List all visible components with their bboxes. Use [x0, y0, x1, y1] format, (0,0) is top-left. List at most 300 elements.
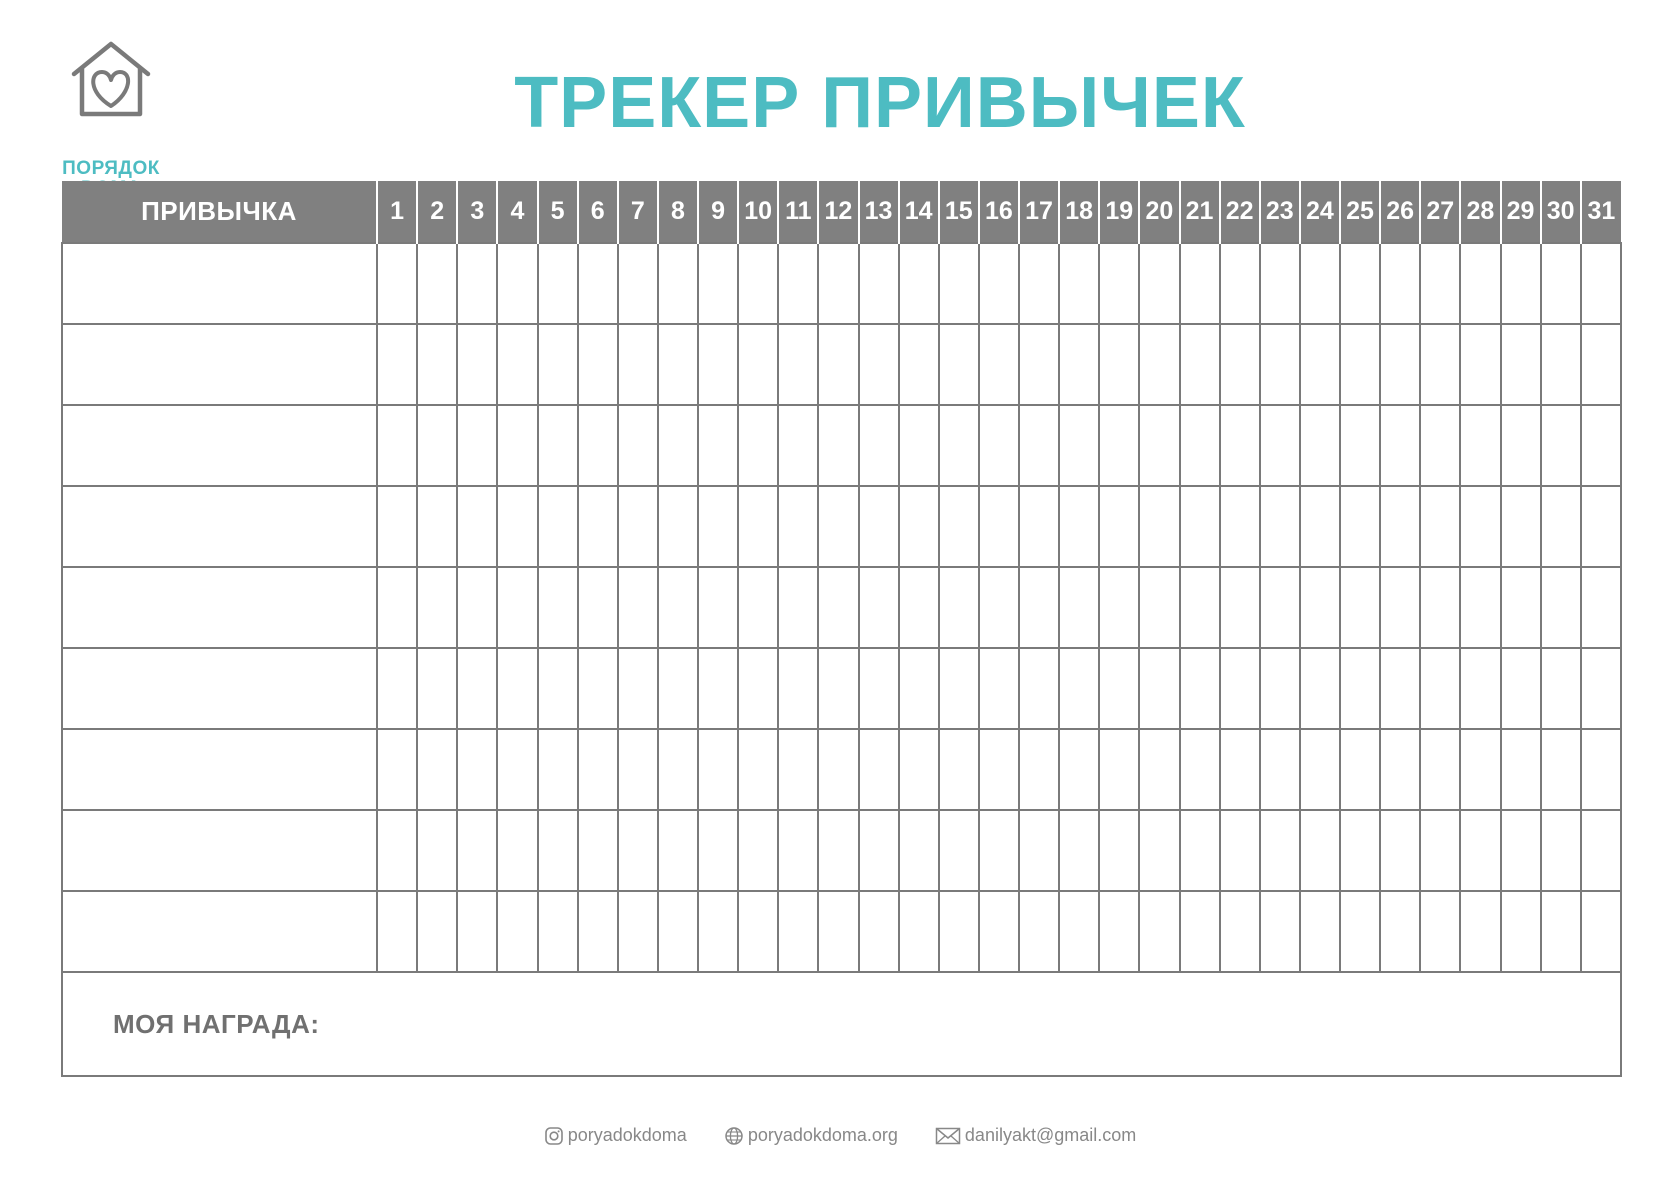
- day-check-cell[interactable]: [457, 567, 497, 648]
- table-row: [62, 405, 1621, 486]
- day-check-cell[interactable]: [1220, 405, 1260, 486]
- habit-tracker-table: [61, 181, 1622, 1077]
- day-check-cell[interactable]: [417, 648, 457, 729]
- day-check-cell[interactable]: [738, 405, 778, 486]
- day-check-cell[interactable]: [1099, 243, 1139, 324]
- day-check-cell[interactable]: [1099, 810, 1139, 891]
- habit-name-cell[interactable]: [62, 486, 377, 567]
- day-check-cell[interactable]: [1300, 324, 1340, 405]
- day-check-cell[interactable]: [1541, 405, 1581, 486]
- day-check-cell[interactable]: [939, 810, 979, 891]
- day-check-cell[interactable]: [899, 648, 939, 729]
- day-check-cell[interactable]: [778, 810, 818, 891]
- day-check-cell[interactable]: [738, 486, 778, 567]
- day-check-cell[interactable]: [1460, 324, 1500, 405]
- day-header-3: 3: [457, 181, 497, 243]
- day-check-cell[interactable]: [1220, 729, 1260, 810]
- day-check-cell[interactable]: [1460, 729, 1500, 810]
- day-check-cell[interactable]: [1501, 810, 1541, 891]
- day-check-cell[interactable]: [457, 648, 497, 729]
- day-check-cell[interactable]: [1180, 405, 1220, 486]
- day-check-cell[interactable]: [1019, 729, 1059, 810]
- day-check-cell[interactable]: [979, 810, 1019, 891]
- day-check-cell[interactable]: [457, 324, 497, 405]
- day-check-cell[interactable]: [1180, 324, 1220, 405]
- day-check-cell[interactable]: [538, 486, 578, 567]
- day-check-cell[interactable]: [698, 891, 738, 972]
- day-check-cell[interactable]: [1380, 648, 1420, 729]
- reward-cell[interactable]: [62, 972, 1621, 1076]
- day-check-cell[interactable]: [818, 648, 858, 729]
- day-check-cell[interactable]: [1420, 405, 1460, 486]
- day-check-cell[interactable]: [1019, 405, 1059, 486]
- day-check-cell[interactable]: [658, 648, 698, 729]
- day-check-cell[interactable]: [979, 486, 1019, 567]
- day-check-cell[interactable]: [457, 486, 497, 567]
- day-check-cell[interactable]: [738, 891, 778, 972]
- day-check-cell[interactable]: [1581, 567, 1621, 648]
- day-check-cell[interactable]: [1139, 810, 1179, 891]
- day-check-cell[interactable]: [1581, 405, 1621, 486]
- day-check-cell[interactable]: [417, 324, 457, 405]
- day-check-cell[interactable]: [497, 405, 537, 486]
- day-check-cell[interactable]: [1420, 648, 1460, 729]
- day-check-cell[interactable]: [417, 729, 457, 810]
- day-check-cell[interactable]: [1059, 405, 1099, 486]
- table-row: [62, 567, 1621, 648]
- day-check-cell[interactable]: [538, 567, 578, 648]
- day-check-cell[interactable]: [778, 405, 818, 486]
- day-check-cell[interactable]: [818, 243, 858, 324]
- day-check-cell[interactable]: [1380, 405, 1420, 486]
- day-check-cell[interactable]: [497, 891, 537, 972]
- day-check-cell[interactable]: [818, 729, 858, 810]
- day-check-cell[interactable]: [1541, 324, 1581, 405]
- day-check-cell[interactable]: [1139, 243, 1179, 324]
- day-check-cell[interactable]: [1380, 810, 1420, 891]
- day-check-cell[interactable]: [1420, 243, 1460, 324]
- day-check-cell[interactable]: [618, 324, 658, 405]
- day-check-cell[interactable]: [578, 324, 618, 405]
- day-check-cell[interactable]: [1059, 810, 1099, 891]
- day-check-cell[interactable]: [1541, 729, 1581, 810]
- day-check-cell[interactable]: [538, 324, 578, 405]
- day-check-cell[interactable]: [578, 405, 618, 486]
- day-check-cell[interactable]: [1581, 891, 1621, 972]
- table-row: [62, 729, 1621, 810]
- day-check-cell[interactable]: [859, 243, 899, 324]
- day-check-cell[interactable]: [1420, 324, 1460, 405]
- day-check-cell[interactable]: [578, 810, 618, 891]
- day-check-cell[interactable]: [1380, 567, 1420, 648]
- day-check-cell[interactable]: [457, 729, 497, 810]
- day-check-cell[interactable]: [1460, 486, 1500, 567]
- day-check-cell[interactable]: [1099, 405, 1139, 486]
- day-check-cell[interactable]: [1139, 567, 1179, 648]
- day-check-cell[interactable]: [497, 567, 537, 648]
- day-check-cell[interactable]: [1420, 729, 1460, 810]
- day-check-cell[interactable]: [1501, 405, 1541, 486]
- day-check-cell[interactable]: [1340, 324, 1380, 405]
- day-check-cell[interactable]: [417, 810, 457, 891]
- day-check-cell[interactable]: [1019, 648, 1059, 729]
- day-check-cell[interactable]: [738, 243, 778, 324]
- day-check-cell[interactable]: [899, 729, 939, 810]
- day-check-cell[interactable]: [979, 324, 1019, 405]
- day-check-cell[interactable]: [899, 810, 939, 891]
- day-check-cell[interactable]: [1541, 891, 1581, 972]
- day-check-cell[interactable]: [698, 324, 738, 405]
- day-check-cell[interactable]: [1019, 243, 1059, 324]
- footer-instagram[interactable]: [544, 1125, 687, 1146]
- day-check-cell[interactable]: [1019, 810, 1059, 891]
- day-check-cell[interactable]: [1260, 567, 1300, 648]
- day-check-cell[interactable]: [859, 891, 899, 972]
- day-check-cell[interactable]: [698, 405, 738, 486]
- day-check-cell[interactable]: [899, 324, 939, 405]
- day-check-cell[interactable]: [1501, 324, 1541, 405]
- day-check-cell[interactable]: [1059, 729, 1099, 810]
- day-check-cell[interactable]: [578, 648, 618, 729]
- day-check-cell[interactable]: [1099, 729, 1139, 810]
- day-check-cell[interactable]: [1260, 243, 1300, 324]
- day-check-cell[interactable]: [1260, 405, 1300, 486]
- day-check-cell[interactable]: [1420, 891, 1460, 972]
- day-check-cell[interactable]: [457, 810, 497, 891]
- day-check-cell[interactable]: [1300, 648, 1340, 729]
- day-check-cell[interactable]: [658, 567, 698, 648]
- day-check-cell[interactable]: [859, 567, 899, 648]
- day-check-cell[interactable]: [1139, 324, 1179, 405]
- day-check-cell[interactable]: [1099, 891, 1139, 972]
- day-check-cell[interactable]: [818, 567, 858, 648]
- day-check-cell[interactable]: [658, 891, 698, 972]
- day-check-cell[interactable]: [1581, 648, 1621, 729]
- day-check-cell[interactable]: [1260, 324, 1300, 405]
- day-check-cell[interactable]: [859, 324, 899, 405]
- day-check-cell[interactable]: [1581, 810, 1621, 891]
- day-check-cell[interactable]: [1019, 567, 1059, 648]
- day-check-cell[interactable]: [1139, 405, 1179, 486]
- day-check-cell[interactable]: [1059, 486, 1099, 567]
- day-check-cell[interactable]: [538, 405, 578, 486]
- habit-name-cell[interactable]: [62, 891, 377, 972]
- day-check-cell[interactable]: [497, 486, 537, 567]
- day-check-cell[interactable]: [1180, 648, 1220, 729]
- day-check-cell[interactable]: [979, 567, 1019, 648]
- day-check-cell[interactable]: [979, 405, 1019, 486]
- day-check-cell[interactable]: [1541, 243, 1581, 324]
- day-check-cell[interactable]: [1581, 243, 1621, 324]
- footer-website[interactable]: [724, 1125, 898, 1146]
- day-check-cell[interactable]: [1380, 243, 1420, 324]
- day-check-cell[interactable]: [417, 243, 457, 324]
- day-check-cell[interactable]: [1460, 891, 1500, 972]
- day-check-cell[interactable]: [778, 324, 818, 405]
- day-check-cell[interactable]: [738, 648, 778, 729]
- day-check-cell[interactable]: [859, 810, 899, 891]
- day-check-cell[interactable]: [1501, 891, 1541, 972]
- day-check-cell[interactable]: [1099, 648, 1139, 729]
- day-header-14: 14: [899, 181, 939, 243]
- day-check-cell[interactable]: [1541, 486, 1581, 567]
- day-check-cell[interactable]: [457, 405, 497, 486]
- habit-name-cell[interactable]: [62, 567, 377, 648]
- day-check-cell[interactable]: [578, 567, 618, 648]
- day-check-cell[interactable]: [1501, 567, 1541, 648]
- day-check-cell[interactable]: [457, 243, 497, 324]
- day-check-cell[interactable]: [738, 810, 778, 891]
- day-check-cell[interactable]: [778, 567, 818, 648]
- day-check-cell[interactable]: [1300, 567, 1340, 648]
- day-check-cell[interactable]: [1420, 810, 1460, 891]
- day-check-cell[interactable]: [979, 891, 1019, 972]
- day-check-cell[interactable]: [939, 243, 979, 324]
- day-check-cell[interactable]: [1220, 324, 1260, 405]
- day-check-cell[interactable]: [457, 891, 497, 972]
- day-check-cell[interactable]: [658, 729, 698, 810]
- day-check-cell[interactable]: [1300, 891, 1340, 972]
- day-check-cell[interactable]: [658, 324, 698, 405]
- day-check-cell[interactable]: [1220, 891, 1260, 972]
- day-check-cell[interactable]: [578, 486, 618, 567]
- day-check-cell[interactable]: [1139, 729, 1179, 810]
- day-check-cell[interactable]: [1460, 810, 1500, 891]
- day-check-cell[interactable]: [979, 648, 1019, 729]
- day-check-cell[interactable]: [618, 567, 658, 648]
- day-check-cell[interactable]: [1059, 891, 1099, 972]
- day-check-cell[interactable]: [1380, 324, 1420, 405]
- day-check-cell[interactable]: [1581, 324, 1621, 405]
- day-check-cell[interactable]: [578, 729, 618, 810]
- day-check-cell[interactable]: [1180, 729, 1220, 810]
- day-check-cell[interactable]: [939, 567, 979, 648]
- day-check-cell[interactable]: [1300, 486, 1340, 567]
- day-check-cell[interactable]: [939, 324, 979, 405]
- day-check-cell[interactable]: [698, 243, 738, 324]
- day-check-cell[interactable]: [1340, 729, 1380, 810]
- day-check-cell[interactable]: [979, 243, 1019, 324]
- day-check-cell[interactable]: [377, 891, 417, 972]
- day-check-cell[interactable]: [538, 729, 578, 810]
- day-check-cell[interactable]: [1019, 324, 1059, 405]
- day-check-cell[interactable]: [538, 891, 578, 972]
- day-check-cell[interactable]: [1220, 648, 1260, 729]
- day-check-cell[interactable]: [538, 648, 578, 729]
- day-header-9: 9: [698, 181, 738, 243]
- day-check-cell[interactable]: [698, 810, 738, 891]
- day-check-cell[interactable]: [1541, 648, 1581, 729]
- day-check-cell[interactable]: [1300, 810, 1340, 891]
- day-check-cell[interactable]: [497, 729, 537, 810]
- day-check-cell[interactable]: [377, 405, 417, 486]
- day-check-cell[interactable]: [1019, 891, 1059, 972]
- day-check-cell[interactable]: [377, 486, 417, 567]
- habit-name-cell[interactable]: [62, 810, 377, 891]
- day-check-cell[interactable]: [1180, 810, 1220, 891]
- day-check-cell[interactable]: [1460, 243, 1500, 324]
- day-check-cell[interactable]: [1059, 648, 1099, 729]
- day-check-cell[interactable]: [1380, 891, 1420, 972]
- day-check-cell[interactable]: [1460, 405, 1500, 486]
- day-check-cell[interactable]: [738, 324, 778, 405]
- day-check-cell[interactable]: [377, 567, 417, 648]
- day-check-cell[interactable]: [1300, 243, 1340, 324]
- day-check-cell[interactable]: [1260, 891, 1300, 972]
- habit-name-cell[interactable]: [62, 243, 377, 324]
- logo-text-line1: ПОРЯДОК: [62, 158, 160, 179]
- day-check-cell[interactable]: [1099, 324, 1139, 405]
- day-check-cell[interactable]: [1501, 648, 1541, 729]
- day-check-cell[interactable]: [698, 486, 738, 567]
- day-check-cell[interactable]: [497, 810, 537, 891]
- day-check-cell[interactable]: [979, 729, 1019, 810]
- day-check-cell[interactable]: [859, 648, 899, 729]
- day-check-cell[interactable]: [698, 567, 738, 648]
- day-check-cell[interactable]: [818, 486, 858, 567]
- day-check-cell[interactable]: [497, 243, 537, 324]
- day-check-cell[interactable]: [1180, 891, 1220, 972]
- day-check-cell[interactable]: [899, 405, 939, 486]
- day-check-cell[interactable]: [778, 729, 818, 810]
- day-check-cell[interactable]: [538, 243, 578, 324]
- day-check-cell[interactable]: [818, 891, 858, 972]
- day-check-cell[interactable]: [859, 486, 899, 567]
- day-check-cell[interactable]: [778, 243, 818, 324]
- day-check-cell[interactable]: [1260, 810, 1300, 891]
- day-check-cell[interactable]: [1099, 567, 1139, 648]
- day-check-cell[interactable]: [1180, 243, 1220, 324]
- day-check-cell[interactable]: [1220, 810, 1260, 891]
- day-check-cell[interactable]: [1380, 486, 1420, 567]
- day-check-cell[interactable]: [1501, 729, 1541, 810]
- day-check-cell[interactable]: [1581, 486, 1621, 567]
- day-check-cell[interactable]: [899, 567, 939, 648]
- day-check-cell[interactable]: [377, 729, 417, 810]
- day-check-cell[interactable]: [1099, 486, 1139, 567]
- day-check-cell[interactable]: [538, 810, 578, 891]
- day-check-cell[interactable]: [417, 486, 457, 567]
- day-check-cell[interactable]: [818, 810, 858, 891]
- day-check-cell[interactable]: [899, 486, 939, 567]
- day-check-cell[interactable]: [1420, 486, 1460, 567]
- day-check-cell[interactable]: [377, 648, 417, 729]
- day-check-cell[interactable]: [1340, 810, 1380, 891]
- day-check-cell[interactable]: [1541, 567, 1581, 648]
- day-check-cell[interactable]: [578, 243, 618, 324]
- day-check-cell[interactable]: [618, 486, 658, 567]
- day-check-cell[interactable]: [1300, 405, 1340, 486]
- day-check-cell[interactable]: [1581, 729, 1621, 810]
- day-check-cell[interactable]: [417, 567, 457, 648]
- day-check-cell[interactable]: [1260, 729, 1300, 810]
- day-check-cell[interactable]: [738, 567, 778, 648]
- day-check-cell[interactable]: [899, 891, 939, 972]
- day-check-cell[interactable]: [1340, 243, 1380, 324]
- day-check-cell[interactable]: [1220, 486, 1260, 567]
- day-check-cell[interactable]: [1059, 567, 1099, 648]
- day-check-cell[interactable]: [377, 324, 417, 405]
- day-check-cell[interactable]: [1340, 648, 1380, 729]
- day-check-cell[interactable]: [778, 486, 818, 567]
- day-check-cell[interactable]: [377, 243, 417, 324]
- footer-email[interactable]: [935, 1125, 1136, 1146]
- day-check-cell[interactable]: [1059, 324, 1099, 405]
- day-check-cell[interactable]: [658, 810, 698, 891]
- day-check-cell[interactable]: [417, 891, 457, 972]
- habit-name-cell[interactable]: [62, 729, 377, 810]
- day-check-cell[interactable]: [1501, 486, 1541, 567]
- day-check-cell[interactable]: [1460, 648, 1500, 729]
- day-check-cell[interactable]: [618, 729, 658, 810]
- day-check-cell[interactable]: [658, 243, 698, 324]
- day-check-cell[interactable]: [859, 729, 899, 810]
- day-check-cell[interactable]: [1139, 486, 1179, 567]
- day-check-cell[interactable]: [1139, 891, 1179, 972]
- habit-name-cell[interactable]: [62, 648, 377, 729]
- day-check-cell[interactable]: [698, 729, 738, 810]
- day-check-cell[interactable]: [1300, 729, 1340, 810]
- day-check-cell[interactable]: [658, 405, 698, 486]
- day-check-cell[interactable]: [899, 243, 939, 324]
- day-check-cell[interactable]: [1260, 648, 1300, 729]
- day-check-cell[interactable]: [618, 810, 658, 891]
- day-check-cell[interactable]: [658, 486, 698, 567]
- day-check-cell[interactable]: [618, 243, 658, 324]
- day-check-cell[interactable]: [818, 405, 858, 486]
- day-check-cell[interactable]: [377, 810, 417, 891]
- day-check-cell[interactable]: [417, 405, 457, 486]
- day-check-cell[interactable]: [1340, 891, 1380, 972]
- day-check-cell[interactable]: [1180, 486, 1220, 567]
- day-check-cell[interactable]: [578, 891, 618, 972]
- day-check-cell[interactable]: [1541, 810, 1581, 891]
- day-check-cell[interactable]: [698, 648, 738, 729]
- day-check-cell[interactable]: [778, 648, 818, 729]
- day-check-cell[interactable]: [618, 405, 658, 486]
- day-check-cell[interactable]: [1260, 486, 1300, 567]
- day-check-cell[interactable]: [618, 648, 658, 729]
- day-check-cell[interactable]: [738, 729, 778, 810]
- habit-name-cell[interactable]: [62, 324, 377, 405]
- habit-name-cell[interactable]: [62, 405, 377, 486]
- day-check-cell[interactable]: [939, 405, 979, 486]
- day-check-cell[interactable]: [1501, 243, 1541, 324]
- day-check-cell[interactable]: [1420, 567, 1460, 648]
- day-check-cell[interactable]: [1059, 243, 1099, 324]
- day-check-cell[interactable]: [1220, 567, 1260, 648]
- day-check-cell[interactable]: [1019, 486, 1059, 567]
- day-check-cell[interactable]: [1380, 729, 1420, 810]
- day-check-cell[interactable]: [497, 648, 537, 729]
- day-check-cell[interactable]: [1220, 243, 1260, 324]
- day-check-cell[interactable]: [1340, 486, 1380, 567]
- day-check-cell[interactable]: [778, 891, 818, 972]
- day-check-cell[interactable]: [1139, 648, 1179, 729]
- day-check-cell[interactable]: [939, 729, 979, 810]
- day-check-cell[interactable]: [1460, 567, 1500, 648]
- day-check-cell[interactable]: [939, 891, 979, 972]
- day-check-cell[interactable]: [497, 324, 537, 405]
- day-check-cell[interactable]: [1340, 405, 1380, 486]
- day-check-cell[interactable]: [939, 486, 979, 567]
- day-check-cell[interactable]: [939, 648, 979, 729]
- day-check-cell[interactable]: [1340, 567, 1380, 648]
- day-check-cell[interactable]: [859, 405, 899, 486]
- day-check-cell[interactable]: [818, 324, 858, 405]
- day-check-cell[interactable]: [1180, 567, 1220, 648]
- day-check-cell[interactable]: [618, 891, 658, 972]
